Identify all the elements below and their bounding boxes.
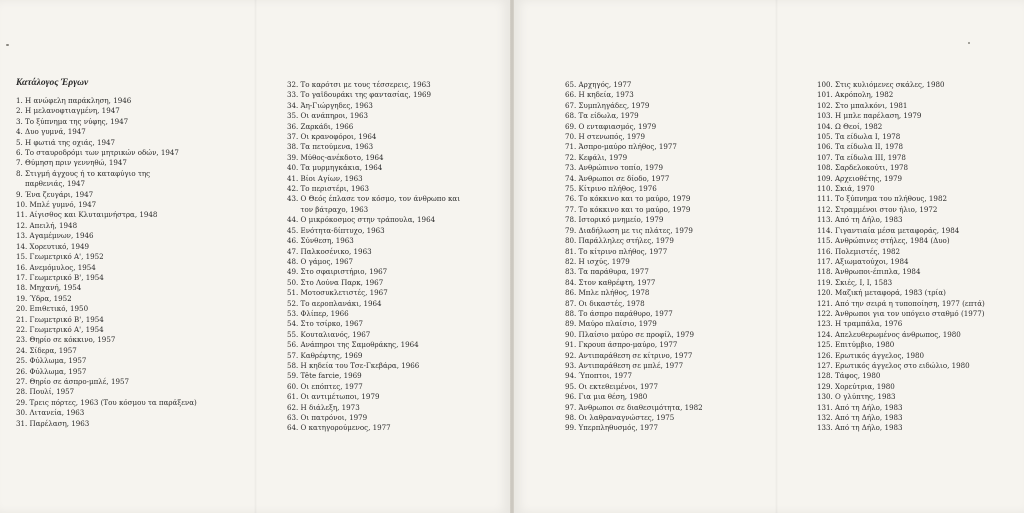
catalogue-entry: 32. Το καρότσι με τους τέσσερεις, 1963 bbox=[287, 80, 431, 89]
catalogue-entry: 61. Οι αντιμέτωποι, 1979 bbox=[287, 392, 380, 402]
catalogue-entry: 14. Χορευτικό, 1949 bbox=[16, 241, 89, 251]
catalogue-entry: 1. Η ανώφελη παράκληση, 1946 bbox=[16, 96, 132, 105]
catalogue-entry: 70. Η στενωπός, 1979 bbox=[565, 132, 645, 142]
catalogue-entry: 109. Αρχειοθέτης, 1979 bbox=[817, 173, 903, 183]
catalogue-entry: 7. Θύμηση πριν γεννηθώ, 1947 bbox=[16, 158, 127, 168]
catalogue-entry: 128. Τάφος, 1980 bbox=[817, 371, 881, 381]
catalogue-entry: 23. Θηρίο σε κόκκινο, 1957 bbox=[16, 335, 116, 345]
catalogue-entry: 93. Αντιπαράθεση σε μπλέ, 1977 bbox=[565, 360, 684, 370]
catalogue-entry: 34. Άη-Γιώργηδες, 1963 bbox=[287, 100, 373, 110]
catalogue-entry: 16. Ανεμόμυλος, 1954 bbox=[16, 262, 96, 272]
catalogue-entry: 56. Ανάπηροι της Σαμοθράκης, 1964 bbox=[287, 340, 419, 350]
catalogue-entry: 81. Το κίτρινο πλήθος, 1977 bbox=[565, 246, 668, 256]
catalogue-entry: 37. Οι κρανοφόροι, 1964 bbox=[287, 132, 377, 142]
catalogue-entry: 53. Φλίπερ, 1966 bbox=[287, 308, 349, 318]
catalogue-entry: 54. Στο τσίρκο, 1967 bbox=[287, 319, 363, 329]
catalogue-title: Κατάλογος Έργων bbox=[16, 78, 89, 88]
catalogue-entry: 28. Πουλί, 1957 bbox=[16, 387, 75, 397]
catalogue-entry: 89. Μαύρο πλαίσιο, 1979 bbox=[565, 319, 657, 329]
catalogue-entry: 31. Παρέλαση, 1963 bbox=[16, 418, 90, 428]
catalogue-entry: 115. Ανθρώπινες στήλες, 1984 (Δυο) bbox=[817, 236, 950, 246]
catalogue-entry: 68. Τα είδωλα, 1979 bbox=[565, 111, 639, 121]
catalogue-entry: 49. Στο σφαιριστήριο, 1967 bbox=[287, 267, 388, 277]
catalogue-entry: 99. Υπερπληθυσμός, 1977 bbox=[565, 423, 658, 433]
catalogue-entry: 90. Πλαίσιο μαύρο σε προφίλ, 1979 bbox=[565, 329, 695, 339]
catalogue-column-1 bbox=[16, 78, 197, 429]
catalogue-column-4 bbox=[817, 80, 985, 434]
catalogue-entry: 50. Στο Λούνα Παρκ, 1967 bbox=[287, 277, 384, 287]
catalogue-entry: 125. Επιτύμβιο, 1980 bbox=[817, 340, 895, 350]
catalogue-entry: 83. Τα παράθυρα, 1977 bbox=[565, 267, 649, 277]
catalogue-entry: 130. Ο γλύπτης, 1983 bbox=[817, 392, 896, 402]
catalogue-entry: 118. Άνθρωποι-έπιπλα, 1984 bbox=[817, 267, 921, 277]
catalogue-entry: 95. Οι εκτεθειμένοι, 1977 bbox=[565, 381, 659, 391]
catalogue-entry: 72. Κεφάλι, 1979 bbox=[565, 152, 628, 162]
paper-speck bbox=[968, 42, 970, 44]
catalogue-entry: 12. Απειλή, 1948 bbox=[16, 220, 78, 230]
catalogue-entry: 96. Για μια θέση, 1980 bbox=[565, 392, 648, 402]
catalogue-entry: 100. Στις κυλιόμενες σκάλες, 1980 bbox=[817, 80, 945, 89]
catalogue-entry: 46. Σύνθεση, 1963 bbox=[287, 236, 354, 246]
catalogue-entry: 25. Φύλλωμα, 1957 bbox=[16, 356, 87, 366]
catalogue-entry: 17. Γεωμετρικό Β', 1954 bbox=[16, 272, 104, 282]
catalogue-entry: 42. Το περιστέρι, 1963 bbox=[287, 184, 370, 194]
paper-speck bbox=[6, 44, 9, 46]
catalogue-entry: 77. Το κόκκινο και το μαύρο, 1979 bbox=[565, 204, 691, 214]
catalogue-entry: 63. Οι πατρόνοι, 1979 bbox=[287, 413, 368, 422]
catalogue-entry: 19. Ύδρα, 1952 bbox=[16, 293, 72, 303]
catalogue-entry: 127. Ερωτικός άγγελος στο ειδώλιο, 1980 bbox=[817, 360, 970, 370]
catalogue-entry: 41. Βίοι Αγίων, 1963 bbox=[287, 173, 363, 183]
catalogue-entry: 58. Η κηδεία του Τσε-Γκεβάρα, 1966 bbox=[287, 360, 420, 370]
catalogue-entry: 116. Πολεμιστές, 1982 bbox=[817, 246, 901, 256]
catalogue-entry: 20. Επιθετικό, 1950 bbox=[16, 304, 89, 314]
catalogue-entry: 86. Μπλε πλήθος, 1978 bbox=[565, 288, 650, 298]
catalogue-entry: 121. Από την σειρά η τυποποίηση, 1977 (επτά) bbox=[817, 298, 985, 308]
catalogue-entry: 120. Μαζική μεταφορά, 1983 (τρία) bbox=[817, 288, 946, 298]
catalogue-entry: 80. Παράλληλες στήλες, 1979 bbox=[565, 236, 674, 246]
catalogue-entry: 124. Απελευθερωμένος άνθρωπος, 1980 bbox=[817, 329, 961, 339]
entry-list bbox=[565, 80, 703, 434]
catalogue-entry: 82. Η ισχύς, 1979 bbox=[565, 256, 630, 266]
catalogue-entry: 105. Τα είδωλα I, 1978 bbox=[817, 132, 901, 142]
catalogue-entry: 10. Μπλέ γυμνό, 1947 bbox=[16, 200, 97, 210]
catalogue-entry: 33. Το γαϊδουράκι της φαντασίας, 1969 bbox=[287, 90, 432, 100]
catalogue-entry: 92. Αντιπαράθεση σε κίτρινο, 1977 bbox=[565, 350, 693, 360]
catalogue-entry: 84. Στον καθρέφτη, 1977 bbox=[565, 277, 656, 287]
catalogue-entry: 103. Η μπλε παρέλαση, 1979 bbox=[817, 111, 922, 121]
catalogue-entry: 73. Ανθρώπινο τοπίο, 1979 bbox=[565, 163, 663, 173]
catalogue-entry: 129. Χορεύτρια, 1980 bbox=[817, 381, 895, 391]
catalogue-entry: τον βάτραχο, 1963 bbox=[287, 204, 369, 214]
catalogue-entry: 122. Άνθρωποι για τον υπόγειο σταθμό (1977) bbox=[817, 308, 985, 318]
catalogue-entry: 13. Αγαμέμνων, 1946 bbox=[16, 231, 94, 241]
catalogue-entry: 113. Από τη Δήλο, 1983 bbox=[817, 215, 903, 225]
catalogue-entry: 59. Tête farcie, 1969 bbox=[287, 371, 362, 381]
catalogue-entry: 52. Το αεροπλανάκι, 1964 bbox=[287, 298, 382, 308]
catalogue-entry: 119. Σκιές, I, I, 1583 bbox=[817, 277, 893, 287]
catalogue-entry: 117. Αξιωματούχοι, 1984 bbox=[817, 256, 909, 266]
catalogue-entry: 71. Άσπρο-μαύρο πλήθος, 1977 bbox=[565, 142, 677, 152]
entry-list bbox=[817, 80, 985, 434]
catalogue-entry: 60. Οι επόπτες, 1977 bbox=[287, 381, 363, 391]
catalogue-entry: 110. Σκιά, 1970 bbox=[817, 184, 875, 194]
catalogue-entry: 106. Τα είδωλα II, 1978 bbox=[817, 142, 904, 152]
catalogue-entry: 69. Ο ενταφιασμός, 1979 bbox=[565, 121, 657, 131]
catalogue-entry: 4. Δυο γυμνά, 1947 bbox=[16, 127, 86, 137]
catalogue-entry: 102. Στο μπαλκόνι, 1981 bbox=[817, 100, 908, 110]
catalogue-entry: 131. Από τη Δήλο, 1983 bbox=[817, 402, 903, 412]
catalogue-entry: 87. Οι δικαστές, 1978 bbox=[565, 298, 645, 308]
catalogue-entry: 24. Σίδερα, 1957 bbox=[16, 345, 77, 355]
catalogue-entry: 126. Ερωτικός άγγελος, 1980 bbox=[817, 350, 925, 360]
catalogue-entry: 123. Η τραμπάλα, 1976 bbox=[817, 319, 903, 329]
catalogue-entry: 3. Το ξύπνημα της νύφης, 1947 bbox=[16, 116, 129, 126]
catalogue-entry: 43. Ο Θεός έπλασε τον κόσμο, τον άνθρωπο και bbox=[287, 194, 460, 204]
catalogue-entry: 112. Στραμμένοι στον ήλιο, 1972 bbox=[817, 204, 938, 214]
catalogue-entry: 91. Γκρουπ άσπρο-μαύρο, 1977 bbox=[565, 340, 678, 350]
catalogue-entry: 38. Τα πετούμενα, 1963 bbox=[287, 142, 374, 152]
catalogue-entry: 75. Κίτρινο πλήθος, 1976 bbox=[565, 184, 657, 194]
catalogue-entry: 107. Τα είδωλα III, 1978 bbox=[817, 152, 906, 162]
catalogue-entry: 2. Η μελανοφτιαγμένη, 1947 bbox=[16, 106, 120, 116]
catalogue-entry: 8. Στιγμή άγχους ή το καταφύγιο της bbox=[16, 168, 151, 178]
catalogue-column-3 bbox=[565, 80, 703, 434]
catalogue-entry: 133. Από τη Δήλο, 1983 bbox=[817, 423, 903, 433]
catalogue-entry: 111. Το ξύπνημα του πλήθους, 1982 bbox=[817, 194, 947, 204]
catalogue-entry: 36. Ζαρκάδι, 1966 bbox=[287, 121, 354, 131]
catalogue-entry: 22. Γεωμετρικό Α', 1954 bbox=[16, 324, 104, 334]
catalogue-entry: 67. Συμπληγάδες, 1979 bbox=[565, 100, 650, 110]
catalogue-entry: 39. Μύθος-ανέκδοτο, 1964 bbox=[287, 152, 384, 162]
catalogue-entry: 11. Αίγισθος και Κλυταιμνήστρα, 1948 bbox=[16, 210, 158, 220]
catalogue-entry: 51. Μοτοσυκλετιστές, 1967 bbox=[287, 288, 388, 298]
catalogue-entry: 26. Φύλλωμα, 1957 bbox=[16, 366, 87, 376]
catalogue-entry: 78. Ιστορικό μνημείο, 1979 bbox=[565, 215, 664, 225]
catalogue-entry: 18. Μηχανή, 1954 bbox=[16, 283, 82, 293]
catalogue-entry: 65. Αρχηγός, 1977 bbox=[565, 80, 632, 89]
catalogue-entry: 104. Ω Θεοί, 1982 bbox=[817, 121, 883, 131]
catalogue-entry: 101. Ακρόπολη, 1982 bbox=[817, 90, 894, 100]
catalogue-entry: 21. Γεωμετρικό Β', 1954 bbox=[16, 314, 104, 324]
catalogue-entry: 94. Ύποπτοι, 1977 bbox=[565, 371, 633, 381]
catalogue-entry: 9. Ένα ζευγάρι, 1947 bbox=[16, 189, 94, 199]
catalogue-entry: 79. Διαδήλωση με τις πλάτες, 1979 bbox=[565, 225, 693, 235]
catalogue-column-2 bbox=[287, 80, 460, 434]
catalogue-entry: 108. Σαρδελοκούτι, 1978 bbox=[817, 163, 909, 173]
catalogue-entry: 132. Από τη Δήλο, 1983 bbox=[817, 413, 903, 422]
catalogue-entry: 5. Η φωτιά της οχιάς, 1947 bbox=[16, 137, 116, 147]
catalogue-entry: 76. Το κόκκινο και το μαύρο, 1979 bbox=[565, 194, 691, 204]
page-fold bbox=[510, 0, 514, 513]
left-page-crease bbox=[254, 0, 257, 513]
entry-list bbox=[16, 96, 197, 429]
catalogue-entry: 44. Ο μικρόκοσμος στην τράπουλα, 1964 bbox=[287, 215, 436, 225]
catalogue-entry: 57. Καθρέφτης, 1969 bbox=[287, 350, 363, 360]
catalogue-entry: 64. Ο κατηγορούμενος, 1977 bbox=[287, 423, 391, 433]
catalogue-entry: 62. Η διάλεξη, 1973 bbox=[287, 402, 360, 412]
catalogue-entry: 27. Θηρίο σε άσπρο-μπλέ, 1957 bbox=[16, 376, 129, 386]
catalogue-entry: 45. Ενότητα-δίπτυχο, 1963 bbox=[287, 225, 385, 235]
catalogue-entry: παρθενιάς, 1947 bbox=[16, 179, 86, 189]
entry-list bbox=[287, 80, 460, 434]
catalogue-entry: 48. Ο γάμος, 1967 bbox=[287, 256, 354, 266]
catalogue-entry: 74. Άνθρωποι σε δίοδο, 1977 bbox=[565, 173, 670, 183]
catalogue-entry: 98. Οι λαθραναγνώστες, 1975 bbox=[565, 413, 675, 422]
catalogue-entry: 55. Κουταλιανός, 1967 bbox=[287, 329, 371, 339]
catalogue-entry: 47. Παλκοσένικο, 1963 bbox=[287, 246, 372, 256]
catalogue-entry: 88. Το άσπρο παράθυρο, 1977 bbox=[565, 308, 673, 318]
catalogue-entry: 30. Λιτανεία, 1963 bbox=[16, 408, 85, 418]
catalogue-entry: 15. Γεωμετρικό Α', 1952 bbox=[16, 252, 104, 262]
right-page-crease bbox=[775, 0, 778, 513]
catalogue-entry: 6. Το σταυροδρόμι των μητρικών οδών, 1947 bbox=[16, 148, 179, 158]
catalogue-entry: 97. Άνθρωποι σε διαθεσιμότητα, 1982 bbox=[565, 402, 703, 412]
catalogue-entry: 29. Τρεις πόρτες, 1963 (Του κόσμου τα παράξενα) bbox=[16, 397, 197, 407]
catalogue-entry: 66. Η κηδεία, 1973 bbox=[565, 90, 634, 100]
catalogue-entry: 35. Οι ανάπηροι, 1963 bbox=[287, 111, 368, 121]
catalogue-entry: 40. Τα μυρμηγκάκια, 1964 bbox=[287, 163, 383, 173]
catalogue-entry: 114. Γιγαντιαία μέσα μεταφοράς, 1984 bbox=[817, 225, 960, 235]
